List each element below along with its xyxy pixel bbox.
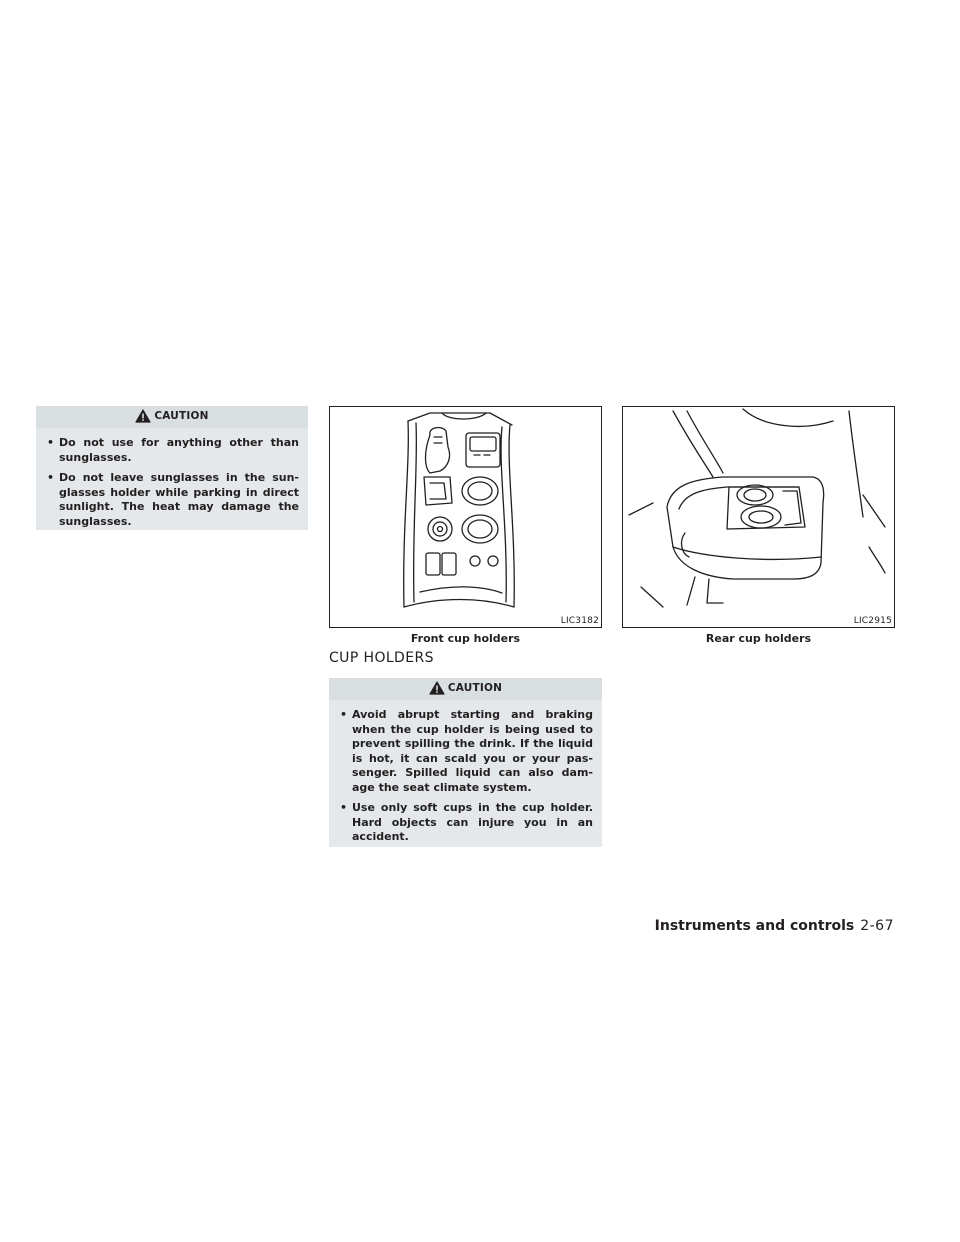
figure-code: LIC2915: [853, 616, 892, 626]
section-heading: CUP HOLDERS: [329, 650, 434, 666]
caution-header: [329, 678, 602, 698]
figure-caption: Rear cup holders: [705, 632, 812, 645]
page-number: 2-67: [860, 918, 894, 934]
caution-body: [329, 700, 602, 847]
rear-cup-holders-illustration: [622, 406, 895, 628]
footer-section-title: Instruments and controls: [654, 918, 855, 934]
warning-triangle-icon: [429, 681, 445, 695]
rear-armrest-drawing: [623, 407, 894, 627]
caution-item: • Avoid abrupt starting and braking when the cup holder is being used to prevent spilling the drink. If the liquid is hot, it can scald you or your pas-senger. Spilled liquid can also dam-age the seat climate system.: [340, 708, 593, 794]
caution-item: • Use only soft cups in the cup holder. Hard objects can injure you in an accident.: [340, 801, 593, 843]
caution-item: • Do not use for anything other than sunglasses.: [47, 436, 299, 464]
caution-box-cup-holders: [329, 678, 602, 847]
figure-caption: Front cup holders: [410, 632, 521, 645]
caution-item: • Do not leave sunglasses in the sun-glasses holder while parking in direct sunlight. The heat may damage the sunglasses.: [47, 471, 299, 528]
front-cup-holders-illustration: [329, 406, 602, 628]
caution-box-sunglasses: [36, 406, 308, 530]
front-console-drawing: [330, 407, 601, 627]
caution-body: [36, 428, 308, 530]
caution-header: [36, 406, 308, 426]
page-footer: [655, 918, 894, 934]
figure-code: LIC3182: [560, 616, 599, 626]
warning-triangle-icon: [135, 409, 151, 423]
caution-heading: CAUTION: [447, 682, 503, 694]
caution-heading: CAUTION: [154, 410, 209, 422]
